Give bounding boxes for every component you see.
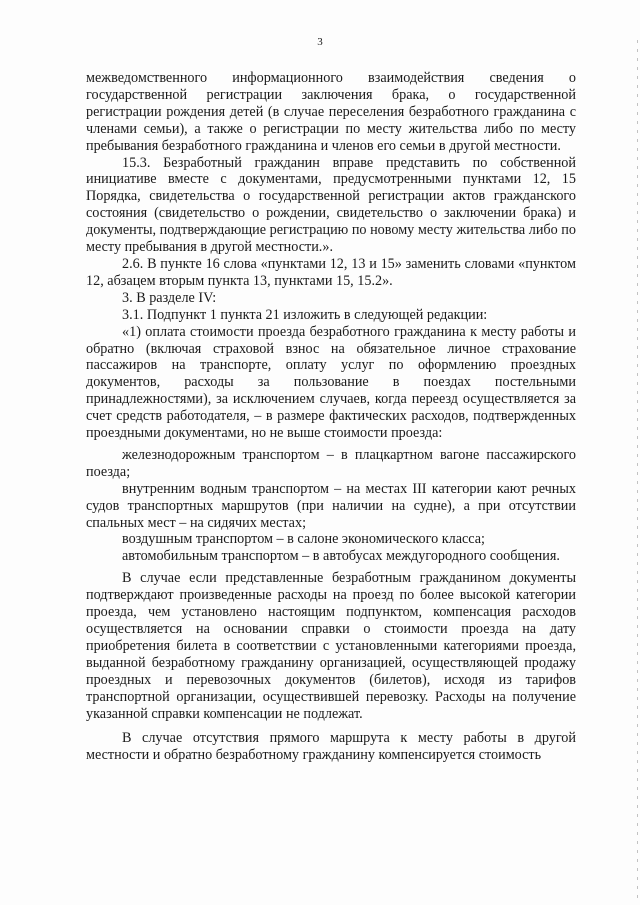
document-body [86, 70, 576, 764]
paragraph-section-iv: 3. В разделе IV: [122, 289, 217, 306]
paragraph-higher-category: В случае если представленные безработным гражданином документы подтверждают произведенные расходы на проезд по более высокой категории проезда, чем установлено настоящим подпунктом, компенсация расходов осуществляется на основании справки о стоимости проезда на дату приобретения билета в соответствии с установленными категориями проезда, выданной безработному гражданину организацией, осуществляющей продажу проездных и перевозочных документов (билетов), исходя из тарифов транспортной организации, осуществившей перевозку. Расходы на получение указанной справки компенсации не подлежат. [86, 570, 576, 722]
page-number: 3 [317, 36, 323, 48]
paragraph-2-6: 2.6. В пункте 16 слова «пунктами 12, 13 и 15» заменить словами «пунктом 12, абзацем вторым пункта 13, пунктами 15, 15.2». [86, 255, 576, 289]
paragraph-rail-transport: железнодорожным транспортом – в плацкартном вагоне пассажирского поезда; [86, 446, 576, 480]
scan-edge-artifact [637, 40, 638, 900]
paragraph-15-3: 15.3. Безработный гражданин вправе представить по собственной инициативе вместе с документами, предусмотренными пунктами 12, 15 Порядка, свидетельства о государственной регистрации актов гражданского состояния (свидетельство о рождении, свидетельство о заключении брака) и документы, подтверждающие регистрацию по новому месту жительства либо по месту пребывания в другой местности.». [86, 154, 576, 256]
paragraph-road-transport: автомобильным транспортом – в автобусах междугородного сообщения. [122, 548, 560, 565]
paragraph-no-direct-route: В случае отсутствия прямого маршрута к месту работы в другой местности и обратно безработному гражданину компенсируется стоимость [86, 730, 576, 764]
paragraph-air-transport: воздушным транспортом – в салоне экономического класса; [122, 531, 485, 548]
paragraph-3-1: 3.1. Подпункт 1 пункта 21 изложить в следующей редакции: [122, 306, 488, 323]
paragraph-continuation: межведомственного информационного взаимодействия сведения о государственной регистрации заключения брака, о государственной регистрации рождения детей (в случае переселения безработного гражданина с членами семьи), а также о регистрации по месту жительства либо по месту пребывания безработного гражданина и членов его семьи в другой местности. [86, 70, 576, 154]
paragraph-subpoint-1: «1) оплата стоимости проезда безработного гражданина к месту работы и обратно (включая страховой взнос на обязательное личное страхование пассажиров на транспорте, оплату услуг по оформлению проездных документов, расходы за пользование в поездах постельными принадлежностями), за исключением случаев, когда переезд осуществляется за счет средств работодателя, – в размере фактических расходов, подтвержденных проездными документами, но не выше стоимости проезда: [86, 323, 576, 442]
paragraph-water-transport: внутренним водным транспортом – на местах III категории кают речных судов транспортных маршрутов (при наличии на судне), а при отсутствии спальных мест – на сидячих местах; [86, 480, 576, 531]
